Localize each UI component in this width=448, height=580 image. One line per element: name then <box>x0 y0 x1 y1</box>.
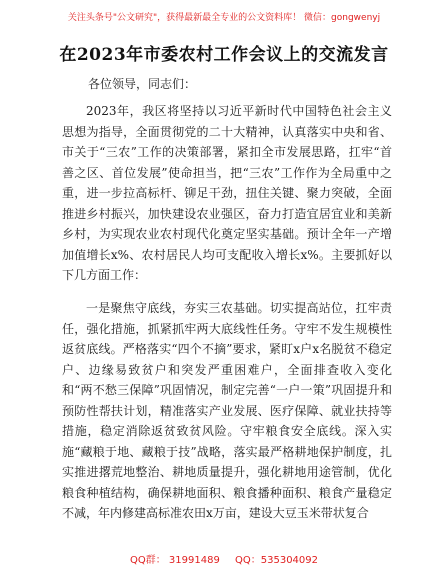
document-title: 在2023年市委农村工作会议上的交流发言 <box>59 45 389 65</box>
paragraph-section-one: 一是聚焦守底线，夯实三农基础。切实提高站位，扛牢责任，强化措施，抓紧抓牢两大底线性任务。守牢不发生规模性返贫底线。严格落实“四个不摘”要求，紧盯x户x名脱贫不稳定户、边缘易致贫户和突发严重困难户，全面排查收入变化和“两不愁三保障”巩固情况，制定完善“一户一策”巩固提升和预防性帮扶计划，精准落实产业发展、医疗保障、就业扶持等措施，稳定消除返贫致贫风险。守牢粮食安全底线。深入实施“藏粮于地、藏粮于技”战略，落实最严格耕地保护制度，扎实推进撂荒地整治、耕地质量提升，强化耕地用途管制，优化粮食种植结构，确保耕地面积、粮食播种面积、粮食产量稳定不减，年内修建高标准农田x万亩，建设大豆玉米带状复合 <box>62 301 392 520</box>
paragraph-intro: 2023年，我区将坚持以习近平新时代中国特色社会主义思想为指导，全面贯彻党的二十大精神，认真落实中央和省、市关于“三农”工作的决策部署，紧扣全市发展思路，扛牢“首善之区、首位发展”使命担当，把“三农”工作作为全局重中之重，进一步拉高标杆、铆足干劲，扭住关键、聚力突破，全面推进乡村振兴，加快建设农业强区，奋力打造宜居宜业和美新乡村，为实现农业农村现代化奠定坚实基础。预计全年一产增加值增长x%、农村居民人均可支配收入增长x%。主要抓好以下几方面工作： <box>62 104 392 282</box>
footer-qq: QQ：535304092 <box>235 555 319 566</box>
salutation: 各位领导，同志们： <box>88 77 197 91</box>
promo-banner-text: 关注头条号"公文研究"，获得最新最全专业的公文资料库！ 微信：gongwenyj <box>67 12 381 23</box>
footer-qq-group: QQ群： 31991489 <box>129 555 220 566</box>
promo-banner <box>0 0 448 36</box>
footer-contact <box>0 551 448 566</box>
